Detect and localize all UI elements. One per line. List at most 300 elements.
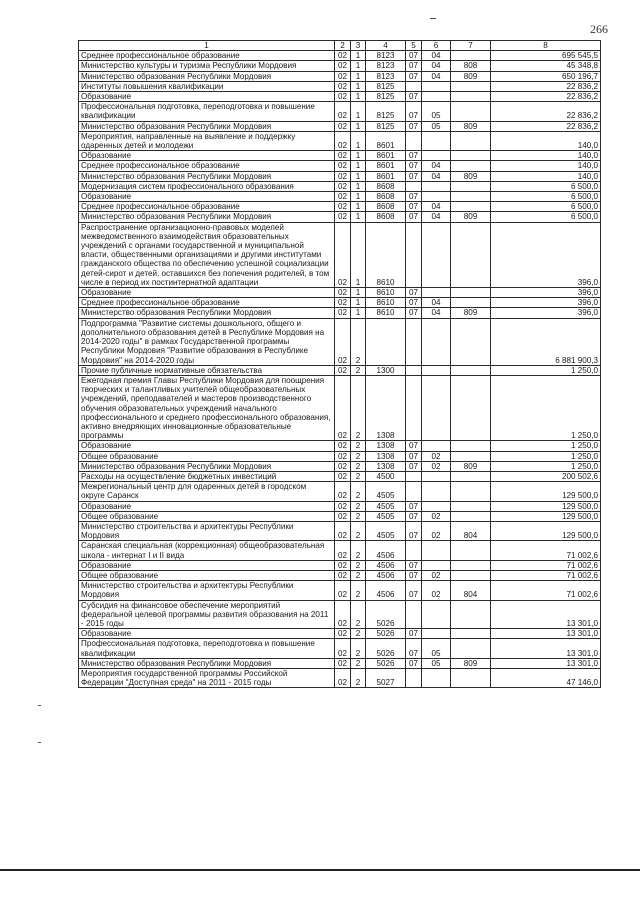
cell-amount: 13 301,0 <box>491 600 601 629</box>
cell-subsection <box>422 365 451 375</box>
cell-subsection: 04 <box>422 171 451 181</box>
column-header-subsection: 6 <box>422 41 451 51</box>
cell-target-article: 1308 <box>366 451 406 461</box>
cell-section: 07 <box>406 308 422 318</box>
cell-target-article: 4506 <box>366 581 406 600</box>
cell-target-article: 8123 <box>366 71 406 81</box>
cell-name: Министерство образования Республики Мордовия <box>79 71 335 81</box>
scan-mark <box>430 18 436 19</box>
cell-ministry-code <box>451 541 491 560</box>
cell-subsection <box>422 318 451 365</box>
cell-section <box>406 81 422 91</box>
cell-amount: 1 250,0 <box>491 461 601 471</box>
cell-name: Распространение организационно-правовых моделей межведомственного взаимодействия образовательных учреждений с органами государственной и муниципальной власти, общественными организациями и другими институтами гражданского общества по обеспечению успешной социализации детей-сирот и детей, оставшихся без попечения родителей, в том числе в период их постинтернатной адаптации <box>79 222 335 287</box>
cell-program: 02 <box>335 212 351 222</box>
table-row <box>79 131 601 150</box>
cell-subsection: 04 <box>422 71 451 81</box>
cell-program: 02 <box>335 151 351 161</box>
cell-subprogram: 1 <box>351 212 366 222</box>
cell-target-article: 8608 <box>366 212 406 222</box>
cell-subprogram: 2 <box>351 669 366 688</box>
cell-target-article: 1308 <box>366 441 406 451</box>
cell-section: 07 <box>406 102 422 121</box>
cell-program: 02 <box>335 222 351 287</box>
cell-subsection <box>422 192 451 202</box>
cell-name: Образование <box>79 501 335 511</box>
cell-amount: 1 250,0 <box>491 375 601 440</box>
cell-subsection <box>422 541 451 560</box>
cell-ministry-code <box>451 365 491 375</box>
cell-subprogram: 2 <box>351 451 366 461</box>
cell-subsection <box>422 222 451 287</box>
cell-name: Субсидия на финансовое обеспечение мероприятий федеральной целевой программы развития образования на 2011 - 2015 годы <box>79 600 335 629</box>
cell-ministry-code <box>451 81 491 91</box>
table-row <box>79 212 601 222</box>
cell-target-article: 8601 <box>366 131 406 150</box>
cell-target-article: 8610 <box>366 288 406 298</box>
column-header-section: 5 <box>406 41 422 51</box>
cell-section: 07 <box>406 639 422 658</box>
cell-subsection: 05 <box>422 658 451 668</box>
cell-ministry-code <box>451 288 491 298</box>
cell-program: 02 <box>335 181 351 191</box>
cell-ministry-code <box>451 298 491 308</box>
cell-ministry-code <box>451 202 491 212</box>
cell-amount: 71 002,6 <box>491 581 601 600</box>
cell-name: Министерство культуры и туризма Республики Мордовия <box>79 61 335 71</box>
cell-program: 02 <box>335 461 351 471</box>
table-row <box>79 365 601 375</box>
cell-ministry-code <box>451 92 491 102</box>
cell-section: 07 <box>406 298 422 308</box>
cell-subsection: 02 <box>422 461 451 471</box>
cell-program: 02 <box>335 131 351 150</box>
cell-ministry-code <box>451 318 491 365</box>
table-row <box>79 121 601 131</box>
cell-name: Среднее профессиональное образование <box>79 202 335 212</box>
cell-subsection <box>422 629 451 639</box>
cell-section: 07 <box>406 451 422 461</box>
cell-target-article: 8610 <box>366 308 406 318</box>
table-row <box>79 639 601 658</box>
table-row <box>79 461 601 471</box>
cell-subprogram: 2 <box>351 365 366 375</box>
table-row <box>79 298 601 308</box>
cell-section: 07 <box>406 461 422 471</box>
cell-name: Модернизация систем профессионального образования <box>79 181 335 191</box>
cell-ministry-code <box>451 222 491 287</box>
cell-name: Министерство строительства и архитектуры Республики Мордовия <box>79 581 335 600</box>
cell-amount: 396,0 <box>491 308 601 318</box>
table-row <box>79 51 601 61</box>
cell-section: 07 <box>406 288 422 298</box>
table-row <box>79 171 601 181</box>
cell-ministry-code <box>451 102 491 121</box>
cell-ministry-code <box>451 181 491 191</box>
cell-section: 07 <box>406 92 422 102</box>
cell-name: Министерство образования Республики Мордовия <box>79 121 335 131</box>
cell-section <box>406 471 422 481</box>
cell-subprogram: 2 <box>351 318 366 365</box>
cell-ministry-code <box>451 511 491 521</box>
cell-program: 02 <box>335 365 351 375</box>
cell-subprogram: 2 <box>351 570 366 580</box>
cell-subprogram: 2 <box>351 658 366 668</box>
cell-ministry-code <box>451 161 491 171</box>
cell-subprogram: 2 <box>351 441 366 451</box>
cell-ministry-code: 808 <box>451 61 491 71</box>
cell-subsection <box>422 181 451 191</box>
cell-target-article: 8125 <box>366 102 406 121</box>
cell-section <box>406 318 422 365</box>
budget-table <box>78 40 601 688</box>
column-header-ministry-code: 7 <box>451 41 491 51</box>
cell-amount: 6 500,0 <box>491 181 601 191</box>
cell-program: 02 <box>335 61 351 71</box>
cell-program: 02 <box>335 121 351 131</box>
cell-target-article: 4505 <box>366 511 406 521</box>
table-row <box>79 202 601 212</box>
cell-ministry-code: 804 <box>451 581 491 600</box>
cell-section: 07 <box>406 71 422 81</box>
cell-subprogram: 1 <box>351 288 366 298</box>
cell-target-article: 8123 <box>366 61 406 71</box>
cell-target-article: 4505 <box>366 501 406 511</box>
cell-name: Общее образование <box>79 570 335 580</box>
cell-amount: 22 836,2 <box>491 102 601 121</box>
table-row <box>79 375 601 440</box>
cell-section <box>406 600 422 629</box>
cell-section: 07 <box>406 212 422 222</box>
table-row <box>79 61 601 71</box>
cell-target-article: 1300 <box>366 365 406 375</box>
table-row <box>79 81 601 91</box>
cell-subprogram: 2 <box>351 511 366 521</box>
table-row <box>79 318 601 365</box>
cell-program: 02 <box>335 570 351 580</box>
cell-subprogram: 2 <box>351 600 366 629</box>
cell-subprogram: 1 <box>351 51 366 61</box>
cell-target-article: 8601 <box>366 161 406 171</box>
cell-subsection <box>422 441 451 451</box>
table-row <box>79 192 601 202</box>
cell-ministry-code <box>451 560 491 570</box>
page-number: 266 <box>590 22 608 36</box>
cell-target-article: 8601 <box>366 171 406 181</box>
cell-section: 07 <box>406 441 422 451</box>
cell-program: 02 <box>335 629 351 639</box>
cell-name: Среднее профессиональное образование <box>79 161 335 171</box>
table-body <box>79 51 601 688</box>
cell-ministry-code <box>451 375 491 440</box>
column-header-amount: 8 <box>491 41 601 51</box>
cell-program: 02 <box>335 658 351 668</box>
cell-subsection <box>422 151 451 161</box>
cell-subprogram: 1 <box>351 192 366 202</box>
table-row <box>79 482 601 501</box>
cell-amount: 13 301,0 <box>491 629 601 639</box>
cell-target-article: 5026 <box>366 639 406 658</box>
cell-subsection <box>422 375 451 440</box>
cell-target-article: 8610 <box>366 298 406 308</box>
cell-amount: 129 500,0 <box>491 511 601 521</box>
cell-subprogram: 1 <box>351 202 366 212</box>
table-row <box>79 308 601 318</box>
cell-target-article: 8125 <box>366 92 406 102</box>
cell-target-article: 4506 <box>366 570 406 580</box>
table-row <box>79 181 601 191</box>
cell-amount: 396,0 <box>491 298 601 308</box>
cell-ministry-code <box>451 639 491 658</box>
cell-program: 02 <box>335 308 351 318</box>
cell-target-article: 5026 <box>366 658 406 668</box>
cell-ministry-code <box>451 471 491 481</box>
cell-name: Образование <box>79 92 335 102</box>
cell-amount: 22 836,2 <box>491 92 601 102</box>
cell-subsection <box>422 471 451 481</box>
cell-subprogram: 1 <box>351 161 366 171</box>
cell-section: 07 <box>406 161 422 171</box>
cell-amount: 71 002,6 <box>491 541 601 560</box>
cell-program: 02 <box>335 482 351 501</box>
cell-amount: 650 196,7 <box>491 71 601 81</box>
cell-subprogram: 1 <box>351 61 366 71</box>
cell-target-article: 1308 <box>366 375 406 440</box>
cell-ministry-code <box>451 192 491 202</box>
cell-program: 02 <box>335 541 351 560</box>
cell-name: Министерство образования Республики Мордовия <box>79 212 335 222</box>
cell-subprogram: 2 <box>351 581 366 600</box>
cell-amount: 129 500,0 <box>491 521 601 540</box>
cell-ministry-code: 809 <box>451 212 491 222</box>
table-row <box>79 501 601 511</box>
cell-name: Образование <box>79 560 335 570</box>
cell-section: 07 <box>406 511 422 521</box>
cell-amount: 129 500,0 <box>491 501 601 511</box>
cell-subprogram: 1 <box>351 181 366 191</box>
cell-section <box>406 375 422 440</box>
table-row <box>79 669 601 688</box>
cell-subprogram: 1 <box>351 308 366 318</box>
table-row <box>79 102 601 121</box>
cell-section <box>406 482 422 501</box>
cell-ministry-code <box>451 441 491 451</box>
cell-subprogram: 1 <box>351 102 366 121</box>
cell-target-article: 1308 <box>366 461 406 471</box>
cell-program: 02 <box>335 92 351 102</box>
cell-program: 02 <box>335 288 351 298</box>
table-row <box>79 471 601 481</box>
cell-name: Министерство образования Республики Мордовия <box>79 171 335 181</box>
table-row <box>79 658 601 668</box>
cell-ministry-code <box>451 669 491 688</box>
cell-ministry-code: 809 <box>451 71 491 81</box>
column-header-subprogram: 3 <box>351 41 366 51</box>
table-row <box>79 151 601 161</box>
cell-subsection: 04 <box>422 202 451 212</box>
cell-target-article: 8601 <box>366 151 406 161</box>
cell-ministry-code <box>451 600 491 629</box>
cell-target-article: 8610 <box>366 222 406 287</box>
cell-name: Общее образование <box>79 511 335 521</box>
cell-subsection: 02 <box>422 521 451 540</box>
cell-name: Мероприятия, направленные на выявление и поддержку одаренных детей и молодежи <box>79 131 335 150</box>
cell-subsection: 02 <box>422 581 451 600</box>
cell-ministry-code: 809 <box>451 121 491 131</box>
cell-name: Министерство строительства и архитектуры Республики Мордовия <box>79 521 335 540</box>
cell-amount: 6 500,0 <box>491 202 601 212</box>
cell-ministry-code <box>451 51 491 61</box>
cell-target-article: 4505 <box>366 482 406 501</box>
cell-subsection: 05 <box>422 639 451 658</box>
cell-subprogram: 2 <box>351 471 366 481</box>
cell-section <box>406 181 422 191</box>
cell-name: Образование <box>79 441 335 451</box>
table-header-row <box>79 41 601 51</box>
cell-amount: 140,0 <box>491 171 601 181</box>
cell-subsection: 04 <box>422 212 451 222</box>
cell-subprogram: 1 <box>351 222 366 287</box>
cell-name: Министерство образования Республики Мордовия <box>79 308 335 318</box>
cell-ministry-code <box>451 501 491 511</box>
cell-program: 02 <box>335 51 351 61</box>
cell-amount: 13 301,0 <box>491 639 601 658</box>
cell-subsection: 04 <box>422 161 451 171</box>
cell-subsection: 04 <box>422 298 451 308</box>
cell-amount: 13 301,0 <box>491 658 601 668</box>
cell-program: 02 <box>335 511 351 521</box>
cell-subprogram: 2 <box>351 521 366 540</box>
cell-target-article: 5027 <box>366 669 406 688</box>
cell-subsection <box>422 600 451 629</box>
cell-subprogram: 1 <box>351 121 366 131</box>
cell-target-article: 4505 <box>366 521 406 540</box>
cell-amount: 71 002,6 <box>491 560 601 570</box>
cell-subsection: 05 <box>422 121 451 131</box>
cell-name: Образование <box>79 151 335 161</box>
cell-name: Ежегодная премия Главы Республики Мордовия для поощрения творческих и талантливых учителей общеобразовательных учреждений, преподавателей и мастеров производственного обучения образовательных учреждений начального профессионального и среднего профессионального образования, активно внедряющих инновационные образовательные программы <box>79 375 335 440</box>
cell-target-article: 4506 <box>366 541 406 560</box>
cell-target-article: 5026 <box>366 600 406 629</box>
cell-program: 02 <box>335 669 351 688</box>
cell-ministry-code: 809 <box>451 308 491 318</box>
cell-subprogram: 1 <box>351 171 366 181</box>
cell-subprogram: 1 <box>351 81 366 91</box>
scan-mark <box>38 705 41 706</box>
table-row <box>79 71 601 81</box>
cell-subsection: 04 <box>422 51 451 61</box>
page-bottom-rule <box>0 869 640 871</box>
cell-program: 02 <box>335 171 351 181</box>
cell-amount: 71 002,6 <box>491 570 601 580</box>
cell-target-article: 8608 <box>366 181 406 191</box>
cell-amount: 1 250,0 <box>491 451 601 461</box>
table-row <box>79 581 601 600</box>
cell-amount: 140,0 <box>491 161 601 171</box>
cell-ministry-code: 809 <box>451 461 491 471</box>
cell-section: 07 <box>406 521 422 540</box>
cell-program: 02 <box>335 600 351 629</box>
cell-name: Расходы на осуществление бюджетных инвестиций <box>79 471 335 481</box>
cell-ministry-code <box>451 629 491 639</box>
cell-subprogram: 2 <box>351 501 366 511</box>
cell-section: 07 <box>406 581 422 600</box>
cell-name: Образование <box>79 288 335 298</box>
cell-section: 07 <box>406 121 422 131</box>
cell-section: 07 <box>406 658 422 668</box>
cell-section: 07 <box>406 629 422 639</box>
cell-program: 02 <box>335 441 351 451</box>
cell-subsection <box>422 81 451 91</box>
cell-subprogram: 2 <box>351 461 366 471</box>
table-row <box>79 451 601 461</box>
cell-section <box>406 669 422 688</box>
cell-ministry-code <box>451 131 491 150</box>
cell-subprogram: 1 <box>351 151 366 161</box>
cell-subprogram: 2 <box>351 375 366 440</box>
cell-section: 07 <box>406 202 422 212</box>
cell-name: Мероприятия государственной программы Российской Федерации "Доступная среда" на 2011 - 2015 годы <box>79 669 335 688</box>
cell-name: Профессиональная подготовка, переподготовка и повышение квалификации <box>79 102 335 121</box>
cell-subprogram: 1 <box>351 71 366 81</box>
scan-mark <box>38 742 41 743</box>
table-row <box>79 560 601 570</box>
cell-subsection <box>422 560 451 570</box>
cell-amount: 6 881 900,3 <box>491 318 601 365</box>
cell-subprogram: 1 <box>351 131 366 150</box>
table-row <box>79 521 601 540</box>
cell-amount: 47 146,0 <box>491 669 601 688</box>
cell-ministry-code: 809 <box>451 171 491 181</box>
cell-subsection: 02 <box>422 451 451 461</box>
cell-target-article: 8125 <box>366 81 406 91</box>
cell-program: 02 <box>335 501 351 511</box>
table-row <box>79 570 601 580</box>
cell-name: Прочие публичные нормативные обязательства <box>79 365 335 375</box>
cell-program: 02 <box>335 202 351 212</box>
cell-program: 02 <box>335 451 351 461</box>
cell-subsection: 02 <box>422 570 451 580</box>
cell-program: 02 <box>335 102 351 121</box>
cell-name: Общее образование <box>79 451 335 461</box>
cell-section: 07 <box>406 501 422 511</box>
cell-subsection: 04 <box>422 61 451 71</box>
cell-program: 02 <box>335 318 351 365</box>
column-header-name: 1 <box>79 41 335 51</box>
cell-subsection <box>422 288 451 298</box>
cell-target-article: 4506 <box>366 560 406 570</box>
cell-amount: 45 348,8 <box>491 61 601 71</box>
cell-name: Среднее профессиональное образование <box>79 51 335 61</box>
cell-amount: 695 545,5 <box>491 51 601 61</box>
table-row <box>79 541 601 560</box>
cell-section: 07 <box>406 61 422 71</box>
cell-ministry-code <box>451 570 491 580</box>
cell-amount: 6 500,0 <box>491 192 601 202</box>
table-row <box>79 441 601 451</box>
cell-target-article: 4500 <box>366 471 406 481</box>
table-row <box>79 600 601 629</box>
cell-amount: 129 500,0 <box>491 482 601 501</box>
cell-ministry-code <box>451 482 491 501</box>
cell-section: 07 <box>406 151 422 161</box>
cell-amount: 200 502,6 <box>491 471 601 481</box>
cell-target-article: 5026 <box>366 629 406 639</box>
cell-amount: 396,0 <box>491 288 601 298</box>
cell-ministry-code: 809 <box>451 658 491 668</box>
cell-section <box>406 541 422 560</box>
cell-name: Саранская специальная (коррекционная) общеобразовательная школа - интернат I и II вида <box>79 541 335 560</box>
